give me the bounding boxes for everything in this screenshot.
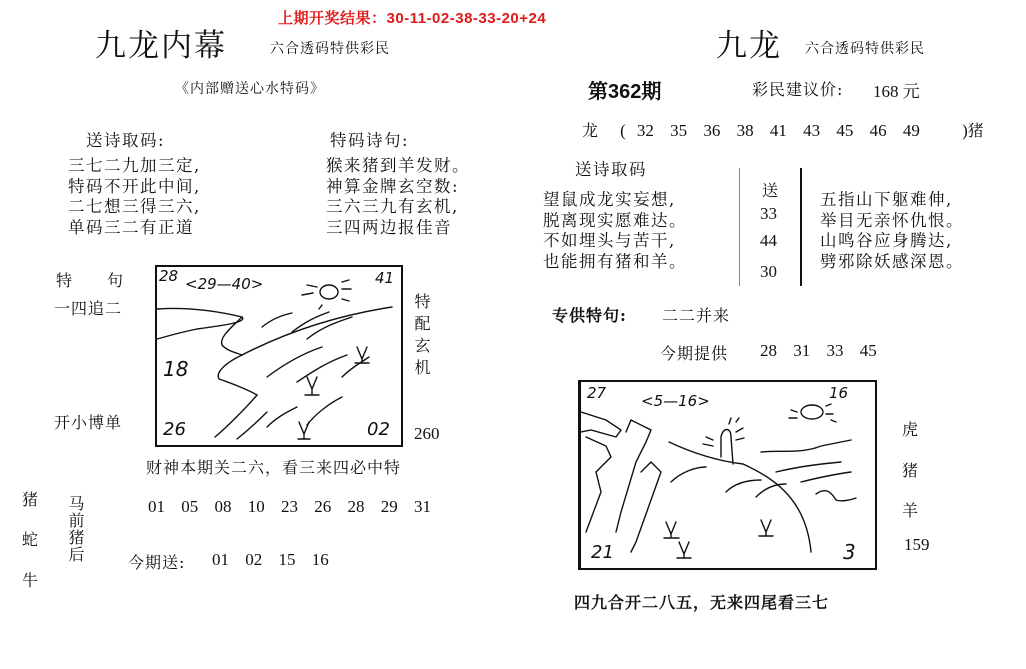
left-poem-b <box>326 156 470 238</box>
last-result-numbers: 30-11-02-38-33-20+24 <box>386 10 547 27</box>
left-tagline: 《内部赠送心水特码》 <box>175 81 325 97</box>
horse-pig-label: 马前猪后 <box>66 495 85 563</box>
left-poem-b-heading: 特码诗句: <box>330 131 410 150</box>
number: 02 <box>245 550 263 569</box>
number: 01 <box>212 550 229 569</box>
sketch-bottom-right-number: 02 <box>367 419 390 440</box>
range-numbers <box>637 121 936 140</box>
number: 41 <box>769 121 787 140</box>
sketch-mid-left-number: 18 <box>163 357 189 381</box>
sketch-top-left-number: 27 <box>587 384 607 402</box>
number: 43 <box>803 121 821 140</box>
caishen-line: 财神本期关二六，看三来四必中特 <box>146 458 402 477</box>
poem-line: 三四两边报佳音 <box>326 217 452 237</box>
range-row: 龙 ( 32 35 36 38 41 43 45 46 49 )猪 <box>582 121 985 140</box>
send-number: 33 <box>760 204 777 223</box>
zodiac-2: 蛇 <box>22 530 40 549</box>
poem-line: 脱离现实愿难达。 <box>543 210 687 230</box>
number-list <box>148 497 443 517</box>
open-small-label: 开小博单 <box>54 413 123 432</box>
right-special-label: 专供特句: <box>552 306 627 325</box>
poem-line: 不如埋头与苦干, <box>543 231 676 250</box>
number: 31 <box>414 497 431 516</box>
number: 05 <box>181 497 199 516</box>
number: 26 <box>314 497 332 516</box>
poem-line: 劈邪除妖感深恩。 <box>820 251 964 271</box>
number: 45 <box>836 121 854 140</box>
last-result-banner <box>278 7 546 28</box>
special-phrase: 一四追二 <box>54 299 123 318</box>
send-box <box>739 168 802 286</box>
range-end: 猪 <box>967 121 985 140</box>
right-sketch-frame <box>578 380 877 570</box>
poem-line: 三六三九有玄机, <box>326 197 459 216</box>
number: 28 <box>760 341 777 360</box>
side-number: 260 <box>414 424 440 443</box>
right-subtitle: 六合透码特供彩民 <box>805 41 925 57</box>
number: 10 <box>247 497 265 516</box>
sketch-top-right-number: 41 <box>375 269 395 287</box>
sketch-bottom-left-number: 21 <box>591 542 614 563</box>
poem-line: 五指山下躯难伸, <box>820 190 953 209</box>
number: 35 <box>670 121 688 140</box>
right-side-number: 159 <box>904 535 930 554</box>
poem-line: 二七想三得三六, <box>68 197 201 216</box>
zodiac-3: 牛 <box>22 571 40 590</box>
zodiac-1: 猪 <box>22 490 40 509</box>
poem-line: 特码不开此中间, <box>68 176 201 196</box>
left-title: 九龙内幕 <box>95 28 227 64</box>
side-zodiac-3: 羊 <box>902 501 920 520</box>
landscape-sketch-icon <box>157 267 401 445</box>
provide-label: 今期提供 <box>660 344 729 363</box>
poem-line: 也能拥有猪和羊。 <box>543 251 687 271</box>
price-value: 168 元 <box>873 82 920 101</box>
poem-line: 神算金牌玄空数: <box>326 176 460 196</box>
special-phrase-label: 特 句 <box>56 271 125 290</box>
right-poem-right <box>820 190 964 272</box>
poem-line: 猴来猪到羊发财。 <box>326 156 470 175</box>
gift-label: 今期送: <box>128 553 186 572</box>
sketch-bottom-right-number: 3 <box>843 540 856 564</box>
number: 38 <box>736 121 754 140</box>
range-start: 龙 <box>582 121 600 140</box>
number: 01 <box>148 497 165 516</box>
right-footer-line: 四九合开二八五，无来四尾看三七 <box>574 593 830 612</box>
left-poem-a-heading: 送诗取码: <box>86 131 166 150</box>
number: 23 <box>281 497 298 516</box>
send-box-heading: 送 <box>762 181 780 200</box>
number: 31 <box>793 341 811 360</box>
send-number: 30 <box>760 262 777 281</box>
last-result-label: 上期开奖结果： <box>278 10 387 27</box>
number: 46 <box>869 121 887 140</box>
number: 45 <box>859 341 877 360</box>
poem-line: 望鼠成龙实妄想, <box>543 190 676 209</box>
number: 36 <box>703 121 721 140</box>
sketch-top-left-number: 28 <box>159 267 179 285</box>
side-vertical-label: 特配玄机 <box>412 293 431 381</box>
number: 32 <box>636 121 654 140</box>
poem-line: 举目无亲怀仇恨。 <box>820 210 964 230</box>
right-special-value: 二二并来 <box>662 306 731 325</box>
number: 28 <box>347 497 365 516</box>
number: 49 <box>902 121 920 140</box>
gift-numbers <box>212 550 341 570</box>
left-subtitle: 六合透码特供彩民 <box>270 41 390 57</box>
number: 08 <box>214 497 232 516</box>
issue-number: 第362期 <box>588 81 662 103</box>
right-poem-heading: 送诗取码 <box>575 160 647 179</box>
left-poem-a <box>68 156 201 238</box>
provide-numbers <box>760 341 889 361</box>
mountain-sketch-icon <box>581 382 875 568</box>
right-title: 九龙 <box>716 28 782 64</box>
price-label: 彩民建议价: <box>752 80 844 99</box>
right-poem-left <box>543 190 687 272</box>
number: 16 <box>311 550 329 569</box>
side-zodiac-1: 虎 <box>902 420 920 439</box>
poem-line: 三七二九加三定, <box>68 156 201 175</box>
sketch-range: <5—16> <box>641 392 710 410</box>
number: 29 <box>380 497 398 516</box>
sketch-range: <29—40> <box>185 275 264 293</box>
side-zodiac-2: 猪 <box>902 461 920 480</box>
sketch-top-right-number: 16 <box>829 384 849 402</box>
sketch-bottom-left-number: 26 <box>163 419 186 440</box>
number: 33 <box>826 341 844 360</box>
poem-line: 山鸣谷应身腾达, <box>820 231 953 250</box>
send-number: 44 <box>760 231 777 250</box>
left-sketch-frame <box>155 265 403 447</box>
number: 15 <box>278 550 296 569</box>
poem-line: 单码三二有正道 <box>68 217 194 237</box>
